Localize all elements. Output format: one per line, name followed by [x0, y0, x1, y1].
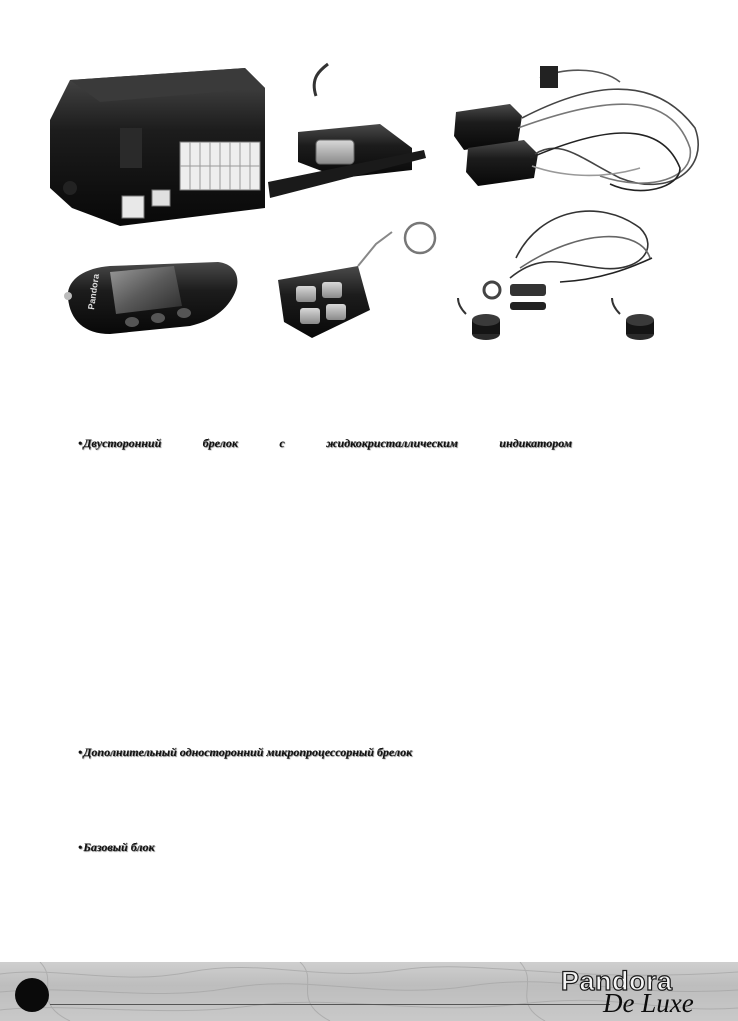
shock-sensor-photo — [268, 64, 426, 198]
heading-word: жидкокристаллическим — [326, 436, 458, 450]
footer-rule — [50, 1004, 610, 1005]
heading-lcd-fob — [78, 436, 572, 451]
temperature-sensor-photo — [484, 211, 652, 310]
heading-text: Базовый блок — [83, 840, 155, 854]
bullet: • — [78, 745, 83, 759]
heading-word: Двусторонний — [83, 436, 162, 450]
heading-base-unit — [78, 840, 155, 855]
logo-brand-text: Pandora — [561, 966, 673, 996]
logo-sub-text: De Luxe — [603, 988, 694, 1018]
keyfob-photo — [278, 223, 435, 338]
relay-harness-photo — [454, 66, 698, 191]
page-marker-dot — [15, 978, 49, 1012]
lcd-fob-photo — [64, 262, 237, 334]
heading-word: брелок — [202, 436, 238, 450]
bullet: • — [78, 840, 83, 854]
heading-word: с — [279, 436, 285, 450]
svg-text:Pandora: Pandora — [86, 273, 101, 311]
bullet: • — [78, 436, 83, 450]
heading-text: Дополнительный односторонний микропроцессорный брелок — [83, 745, 413, 759]
heading-extra-fob — [78, 745, 412, 760]
heading-word: индикатором — [499, 436, 572, 450]
base-unit-photo — [50, 68, 265, 226]
piezo-sensor-photo — [458, 298, 654, 340]
product-photos — [40, 58, 710, 363]
brand-logo — [555, 966, 735, 1021]
